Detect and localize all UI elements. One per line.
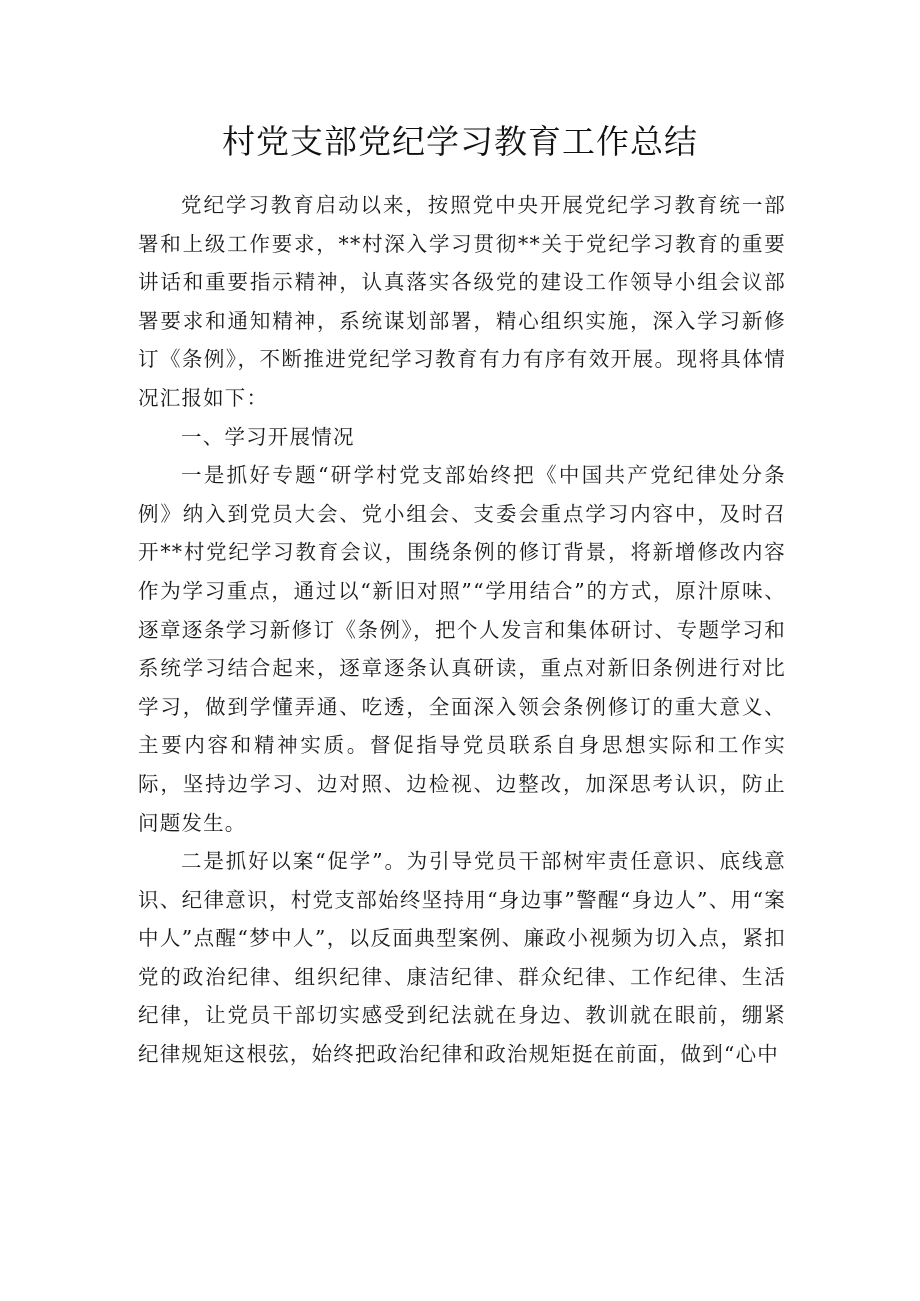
section-heading: 一、学习开展情况: [181, 424, 355, 449]
intro-paragraph: 党纪学习教育启动以来，按照党中央开展党纪学习教育统一部署和上级工作要求，**村深入学习贯彻**关于党纪学习教育的重要讲话和重要指示精神，认真落实各级党的建设工作领导小组会议部署要求和通知精神，系统谋划部署，精心组织实施，深入学习新修订《条例》，不断推进党纪学习教育有力有序有效开展。现将具体情况汇报如下：: [138, 193, 786, 410]
body-paragraph-2: 二是抓好以案“促学”。为引导党员干部树牢责任意识、底线意识、纪律意识，村党支部始终坚持用“身边事”警醒“身边人”、用“案中人”点醒“梦中人”，以反面典型案例、廉政小视频为切入点，紧扣党的政治纪律、组织纪律、康洁纪律、群众纪律、工作纪律、生活纪律，让党员干部切实感受到纪法就在身边、教训就在眼前，绷紧纪律规矩这根弦，始终把政治纪律和政治规矩挺在前面，做到“心中: [138, 849, 786, 1067]
body-paragraph-1: 一是抓好专题“研学村党支部始终把《中国共产党纪律处分条例》纳入到党员大会、党小组会、支委会重点学习内容中，及时召开**村党纪学习教育会议，围绕条例的修订背景，将新增修改内容作为学习重点，通过以“新旧对照”“学用结合”的方式，原汁原味、逐章逐条学习新修订《条例》，把个人发言和集体研讨、专题学习和系统学习结合起来，逐章逐条认真研读，重点对新旧条例进行对比学习，做到学懂弄通、吃透，全面深入领会条例修订的重大意义、主要内容和精神实质。督促指导党员联系自身思想实际和工作实际，坚持边学习、边对照、边检视、边整改，加深思考认识，防止问题发生。: [138, 463, 786, 835]
document-title: 村党支部党纪学习教育工作总结: [222, 122, 698, 161]
document-body: [138, 186, 786, 1074]
